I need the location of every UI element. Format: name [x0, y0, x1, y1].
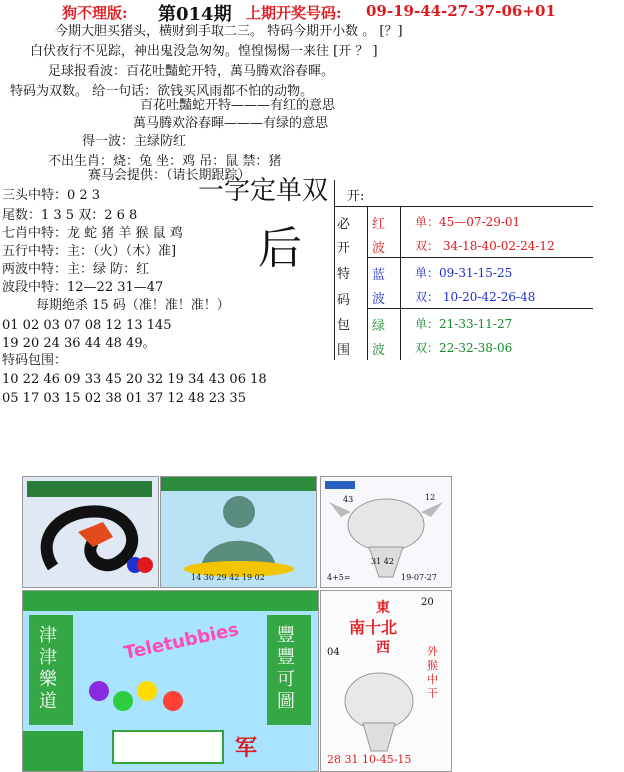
wave-red-c1: 红 [372, 217, 386, 232]
wave-cell-green [368, 309, 401, 360]
blue-double: 双： 10-20-42-26-48 [415, 290, 536, 304]
list-line-10: 特码包围： [2, 353, 68, 368]
wave-green-c2: 波 [372, 343, 386, 358]
list-line-7: 每期绝杀 15 码（准！准！准！） [36, 298, 230, 313]
left-char-6: 围 [337, 343, 351, 358]
skull-sum: 4+5= [327, 573, 351, 582]
wave-red-c2: 波 [372, 241, 386, 256]
red-numbers [401, 207, 593, 258]
table-header-label: 开: [347, 189, 365, 204]
issue-number: 第014期 [158, 4, 232, 25]
special-code-table [334, 180, 593, 360]
compass-west: 西 [376, 640, 390, 656]
compass-number-20: 20 [421, 597, 434, 608]
skull-top-number: 43 [343, 495, 354, 504]
list-line-9: 19 20 24 36 44 48 49。 [2, 336, 156, 351]
tele-logo: Teletubbies [122, 619, 241, 664]
list-line-1: 三头中特：0 2 3 [2, 188, 101, 203]
compass-main: 南十北 [349, 618, 398, 637]
image-swirl [22, 476, 159, 588]
compass-skull-graphic [321, 591, 451, 771]
green-numbers [401, 309, 593, 360]
list-line-2: 尾数：1 3 5 双：2 6 8 [2, 208, 138, 223]
handwriting-line-2: 后 [258, 223, 302, 274]
green-double: 双：22-32-38-06 [415, 341, 513, 355]
skull-numbers: 31 42 [371, 557, 394, 566]
poem-line-6: 萬马腾欢浴春暉———有绿的意思 [133, 116, 329, 131]
image-teletubbies [22, 590, 319, 772]
skull-date: 19-07-27 [401, 573, 437, 582]
poem-line-2: 白伏夜行不见踪，神出鬼没急匆匆。惶惶惕惕一来往 [开 ？ ] [30, 44, 378, 59]
poem-line-7: 得一波：主绿防红 [82, 134, 187, 149]
list-line-11: 10 22 46 09 33 45 20 32 19 34 43 06 18 [2, 372, 267, 387]
blue-numbers [401, 258, 593, 309]
left-char-1: 必 [337, 217, 351, 232]
left-char-2: 开 [337, 241, 351, 256]
list-line-4: 五行中特：主：（火）（木）准] [2, 244, 177, 259]
wave-blue-c2: 波 [372, 292, 386, 307]
table-left-column [335, 207, 368, 360]
table-header [335, 180, 593, 207]
swirl-graphic [23, 477, 158, 587]
red-double: 双： 34-18-40-02-24-12 [415, 239, 555, 253]
buddha-graphic [161, 477, 316, 587]
list-line-12: 05 17 03 15 02 38 01 37 12 48 23 35 [2, 391, 246, 406]
last-draw-label: 上期开奖号码: [246, 4, 342, 22]
compass-bottom-numbers: 28 31 10-45-15 [327, 753, 412, 766]
buddha-numbers: 14 30 29 42 19 02 [191, 573, 265, 582]
wave-green-c1: 绿 [372, 319, 386, 334]
list-line-6: 波段中特：12—22 31—47 [2, 280, 164, 295]
left-char-4: 码 [337, 293, 351, 308]
tele-right-text: 豐豐可圖 [277, 625, 295, 712]
wave-cell-blue [368, 258, 401, 309]
poem-line-4: 特码为双数。 给一句话：欲钱买风雨都不怕的动物。 [10, 84, 314, 99]
tele-left-text: 津津樂道 [39, 625, 57, 712]
blue-single: 单：09-31-15-25 [415, 266, 513, 280]
list-line-5: 两波中特：主：绿 防：红 [2, 262, 150, 277]
left-char-5: 包 [337, 318, 351, 333]
compass-side-text: 外猴中干 [427, 645, 438, 700]
skull-top-number-2: 12 [425, 493, 436, 502]
list-line-3: 七肖中特：龙 蛇 猪 羊 猴 鼠 鸡 [2, 226, 183, 241]
poem-line-5: 百花吐豔蛇开特———有红的意思 [140, 98, 336, 113]
edition-label: 狗不理版: [62, 4, 128, 22]
red-single: 单：45—07-29-01 [415, 215, 521, 229]
poem-line-1: 今期大胆买猪头，横财到手取二三。 特码今期开小数 。 [？] [55, 24, 403, 39]
last-draw-numbers: 09-19-44-27-37-06+01 [366, 2, 556, 20]
poem-line-8: 不出生肖：烧：兔 坐：鸡 吊：鼠 禁：猪 [48, 154, 282, 169]
poem-line-9: 赛马会提供：（请长期跟踪） [88, 168, 251, 183]
image-buddha [160, 476, 317, 588]
compass-number-04: 04 [327, 647, 340, 658]
image-compass [320, 590, 452, 772]
tele-graphic [23, 591, 318, 771]
wave-blue-c1: 蓝 [372, 268, 386, 283]
wave-cell-red [368, 207, 401, 258]
handwriting-line-1: 一字定单双 [198, 176, 329, 206]
army-char: 军 [235, 736, 258, 761]
poem-line-3: 足球报看波：百花吐豔蛇开特，萬马腾欢浴春暉。 [48, 64, 335, 79]
left-char-3: 特 [337, 267, 351, 282]
image-skull [320, 476, 452, 588]
compass-east: 東 [376, 600, 390, 616]
list-line-8: 01 02 03 07 08 12 13 145 [2, 318, 172, 333]
green-single: 单：21-33-11-27 [415, 317, 513, 331]
